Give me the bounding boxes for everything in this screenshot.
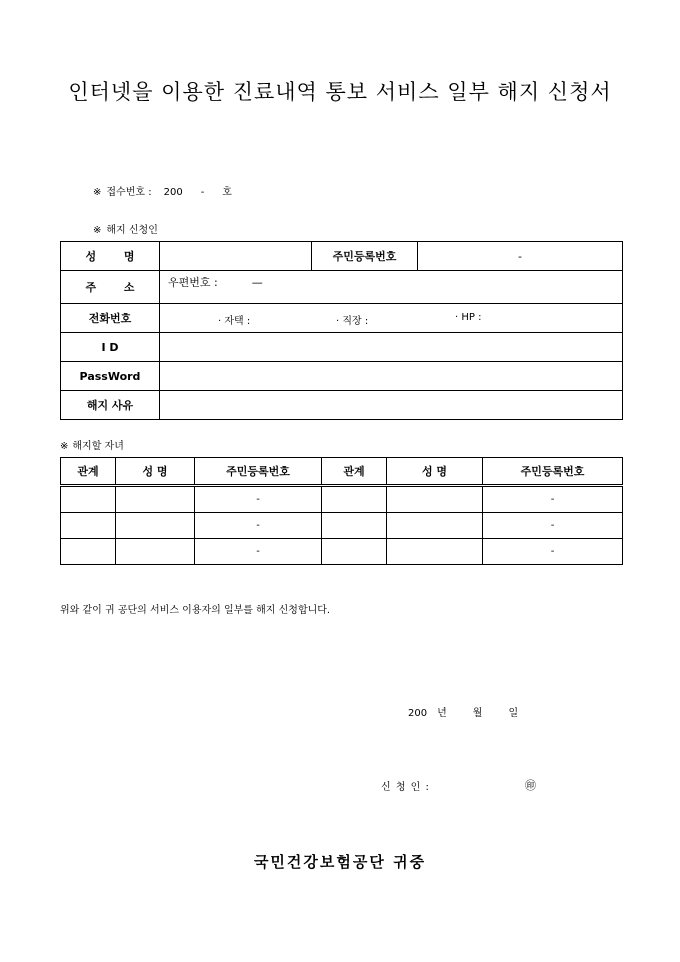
- col-rrn-2: 주민등록번호: [483, 458, 623, 486]
- table-cell[interactable]: [322, 539, 387, 565]
- table-cell[interactable]: [387, 486, 483, 513]
- table-cell[interactable]: [116, 486, 195, 513]
- phone-hp-label: · HP :: [455, 312, 482, 323]
- date-month-unit: 월: [472, 708, 483, 719]
- phone-home-label: · 자택 :: [218, 316, 251, 327]
- children-section-text: 해지할 자녀: [72, 441, 124, 452]
- applicant-signature-label: 신 청 인 :: [381, 782, 430, 793]
- id-label: I D: [61, 333, 160, 362]
- postal-code-label: 우편번호 :: [168, 276, 218, 289]
- reference-mark-icon: ※: [60, 441, 69, 452]
- reason-field[interactable]: [160, 391, 623, 420]
- password-field[interactable]: [160, 362, 623, 391]
- phone-work-label: · 직장 :: [336, 316, 369, 327]
- id-field[interactable]: [160, 333, 623, 362]
- col-rrn-1: 주민등록번호: [195, 458, 322, 486]
- name-label: 성 명: [61, 242, 160, 271]
- date-year-unit: 년: [437, 708, 447, 719]
- table-cell[interactable]: [322, 486, 387, 513]
- seal-icon: ㊞: [525, 779, 536, 792]
- receipt-year-prefix: 200: [163, 187, 183, 198]
- children-section-label: [60, 437, 124, 452]
- table-cell[interactable]: [116, 539, 195, 565]
- declaration-text: 위와 같이 귀 공단의 서비스 이용자의 일부를 해지 신청합니다.: [60, 605, 331, 616]
- table-cell[interactable]: -: [483, 539, 623, 565]
- applicant-table: [60, 241, 623, 420]
- table-cell[interactable]: [61, 486, 116, 513]
- table-cell[interactable]: [61, 513, 116, 539]
- table-cell[interactable]: -: [195, 539, 322, 565]
- table-row: [61, 486, 623, 513]
- applicant-section-label: [93, 221, 158, 236]
- children-table: [60, 457, 623, 565]
- col-name-2: 성 명: [387, 458, 483, 486]
- table-cell[interactable]: -: [483, 513, 623, 539]
- table-cell[interactable]: [61, 539, 116, 565]
- postal-code-dash: —: [251, 276, 263, 289]
- reason-label: 해지 사유: [61, 391, 160, 420]
- rrn-field[interactable]: -: [418, 242, 623, 271]
- table-row: [61, 539, 623, 565]
- table-cell[interactable]: [116, 513, 195, 539]
- reference-mark-icon: ※: [93, 225, 102, 236]
- password-label: PassWord: [61, 362, 160, 391]
- col-relation-1: 관계: [61, 458, 116, 486]
- document-title: 인터넷을 이용한 진료내역 통보 서비스 일부 해지 신청서: [68, 80, 612, 104]
- footer-recipient: 국민건강보험공단 귀중: [253, 853, 427, 871]
- name-field[interactable]: [160, 242, 312, 271]
- table-cell[interactable]: [387, 513, 483, 539]
- receipt-label: 접수번호 :: [106, 187, 152, 198]
- table-cell[interactable]: [322, 513, 387, 539]
- rrn-label: 주민등록번호: [312, 242, 418, 271]
- date-line: [408, 704, 518, 719]
- table-cell[interactable]: -: [195, 486, 322, 513]
- col-relation-2: 관계: [322, 458, 387, 486]
- date-day-unit: 일: [508, 708, 519, 719]
- address-label: 주 소: [61, 271, 160, 304]
- receipt-dash: -: [200, 187, 205, 198]
- address-field[interactable]: [160, 271, 623, 304]
- table-cell[interactable]: -: [195, 513, 322, 539]
- receipt-suffix: 호: [222, 187, 232, 198]
- table-row: [61, 513, 623, 539]
- date-year-prefix: 200: [408, 708, 428, 719]
- reference-mark-icon: ※: [93, 187, 102, 198]
- table-cell[interactable]: -: [483, 486, 623, 513]
- receipt-number-line: [93, 183, 232, 198]
- table-cell[interactable]: [387, 539, 483, 565]
- applicant-section-text: 해지 신청인: [106, 225, 158, 236]
- phone-label: 전화번호: [61, 304, 160, 333]
- phone-field[interactable]: [160, 304, 623, 333]
- col-name-1: 성 명: [116, 458, 195, 486]
